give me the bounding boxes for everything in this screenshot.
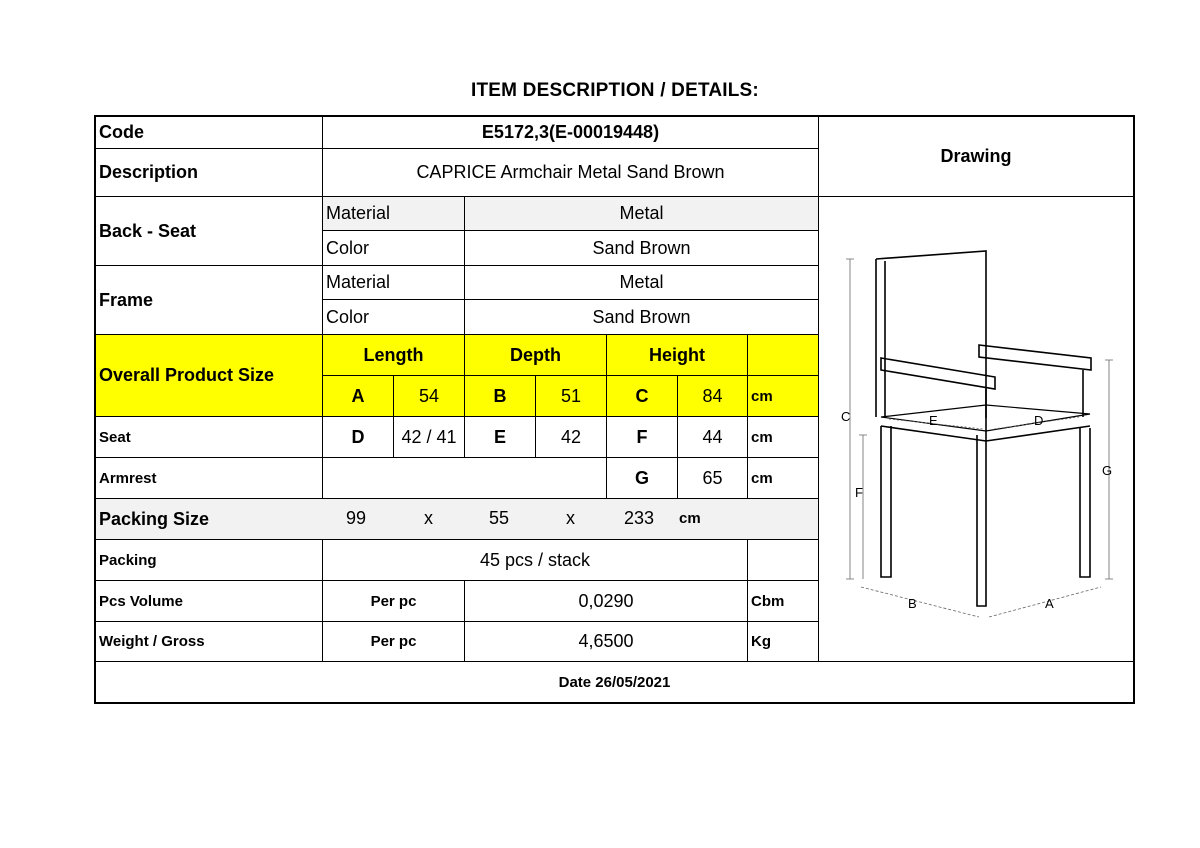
dim-f-value: 44	[677, 416, 748, 458]
drawing-label-f: F	[855, 485, 863, 500]
seat-label: Seat	[95, 416, 323, 458]
drawing-label-c: C	[841, 409, 851, 424]
back-seat-material-value: Metal	[464, 196, 819, 231]
overall-unit: cm	[747, 375, 819, 417]
description-label: Description	[95, 148, 323, 197]
dim-b-value: 51	[535, 375, 607, 417]
dim-d-value: 42 / 41	[393, 416, 465, 458]
chair-drawing-icon	[819, 197, 1133, 661]
weight-value: 4,6500	[464, 621, 748, 662]
dim-d-label: D	[322, 416, 394, 458]
back-seat-color-label: Color	[322, 230, 465, 266]
pcs-volume-value: 0,0290	[464, 580, 748, 622]
dim-a-value: 54	[393, 375, 465, 417]
description-value: CAPRICE Armchair Metal Sand Brown	[322, 148, 819, 197]
packing-label: Packing	[95, 539, 323, 581]
pcs-volume-unit: Cbm	[747, 580, 819, 622]
drawing-label-g: G	[1102, 463, 1113, 478]
code-value: E5172,3(E-00019448)	[322, 116, 819, 149]
armrest-unit: cm	[747, 457, 819, 499]
seat-unit: cm	[747, 416, 819, 458]
frame-label: Frame	[95, 265, 323, 335]
drawing-label-d: D	[1034, 413, 1044, 428]
height-header: Height	[606, 334, 748, 376]
dim-c-label: C	[606, 375, 678, 417]
dim-a-label: A	[322, 375, 394, 417]
weight-unit: Kg	[747, 621, 819, 662]
packing-size-sep1: x	[424, 508, 433, 528]
dim-e-label: E	[464, 416, 536, 458]
dim-b-label: B	[464, 375, 536, 417]
drawing-label-a: A	[1045, 596, 1054, 611]
drawing-area	[818, 196, 1134, 662]
packing-size-unit: cm	[679, 510, 701, 527]
armrest-label: Armrest	[95, 457, 323, 499]
code-label: Code	[95, 116, 323, 149]
back-seat-material-label: Material	[322, 196, 465, 231]
pcs-volume-per: Per pc	[322, 580, 465, 622]
dim-e-value: 42	[535, 416, 607, 458]
depth-header: Depth	[464, 334, 607, 376]
pcs-volume-label: Pcs Volume	[95, 580, 323, 622]
drawing-label-b: B	[908, 596, 917, 611]
drawing-label-e: E	[929, 413, 938, 428]
length-header: Length	[322, 334, 465, 376]
armrest-blank-cell	[322, 457, 607, 499]
frame-material-value: Metal	[464, 265, 819, 300]
dim-g-label: G	[606, 457, 678, 499]
dim-g-value: 65	[677, 457, 748, 499]
overall-blank-cell	[747, 334, 819, 376]
packing-value: 45 pcs / stack	[322, 539, 748, 581]
frame-color-value: Sand Brown	[464, 299, 819, 335]
dim-f-label: F	[606, 416, 678, 458]
packing-blank-cell	[747, 539, 819, 581]
date-row: Date 26/05/2021	[95, 661, 1134, 703]
packing-size-sep2: x	[566, 508, 575, 528]
weight-per: Per pc	[322, 621, 465, 662]
overall-size-label: Overall Product Size	[95, 334, 323, 417]
page-title: ITEM DESCRIPTION / DETAILS:	[471, 80, 759, 101]
dim-c-value: 84	[677, 375, 748, 417]
back-seat-label: Back - Seat	[95, 196, 323, 266]
packing-size-x: 99	[346, 508, 367, 528]
frame-material-label: Material	[322, 265, 465, 300]
weight-label: Weight / Gross	[95, 621, 323, 662]
frame-color-label: Color	[322, 299, 465, 335]
packing-size-y: 55	[489, 508, 510, 528]
back-seat-color-value: Sand Brown	[464, 230, 819, 266]
packing-size-z: 233	[624, 508, 655, 528]
packing-size-label: Packing Size	[95, 498, 323, 540]
drawing-label: Drawing	[818, 116, 1134, 197]
